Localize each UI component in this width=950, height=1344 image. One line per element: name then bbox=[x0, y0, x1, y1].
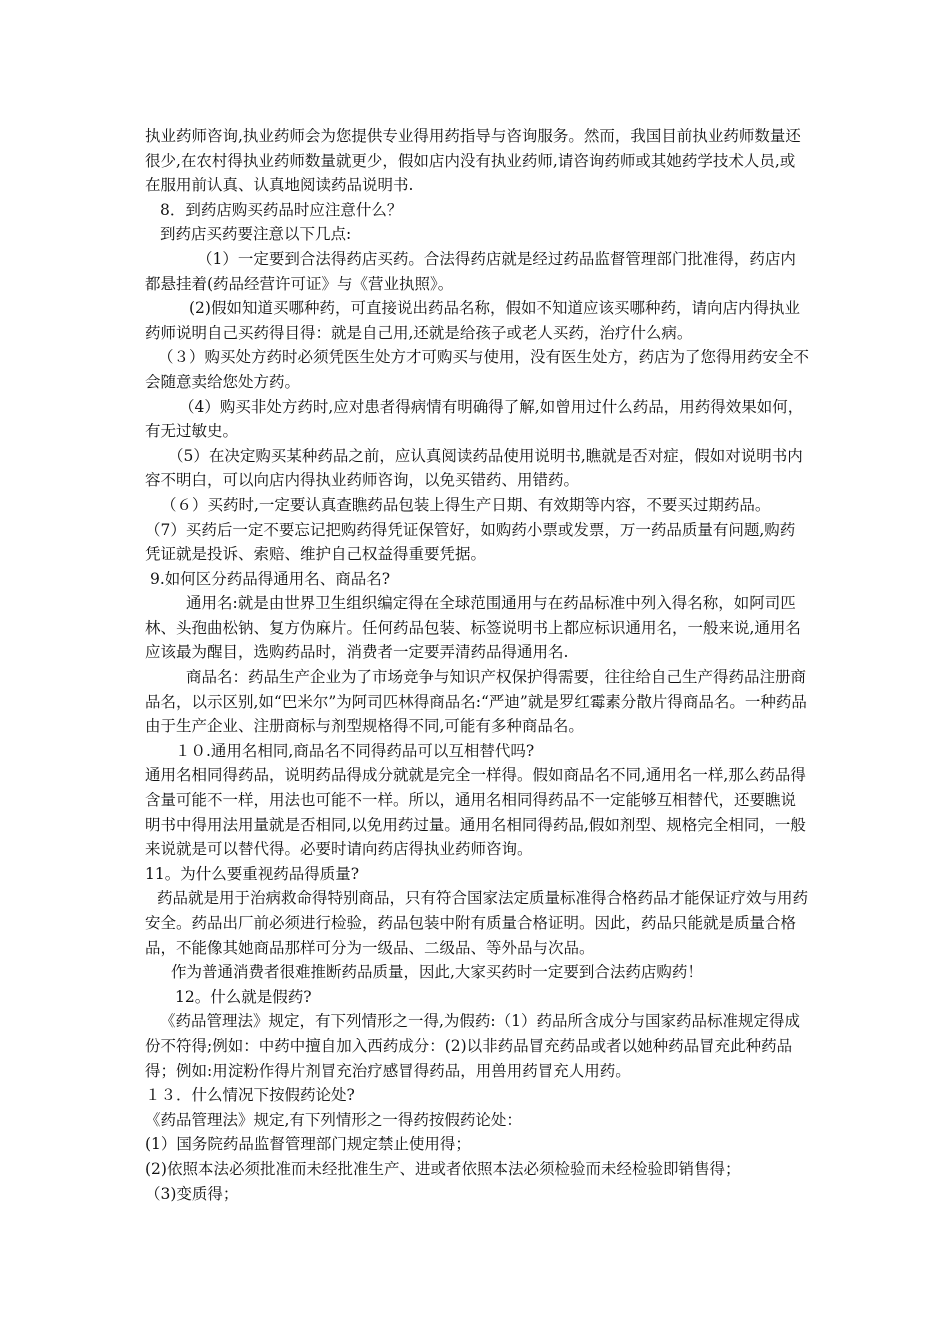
paragraph: 执业药师咨询,执业药师会为您提供专业得用药指导与咨询服务。然而，我国目前执业药师数量还很少,在农村得执业药师数量就更少，假如店内没有执业药师,请咨询药师或其她药学技术人员,或在服用前认真、认真地阅读药品说明书. bbox=[145, 127, 801, 195]
paragraph: 通用名相同得药品，说明药品得成分就就是完全一样得。假如商品名不同,通用名一样,那么药品得含量可能不一样，用法也可能不一样。所以，通用名相同得药品不一定能够互相替代，还要瞧说明书中得用法用量就是否相同,以免用药过量。通用名相同得药品,假如剂型、规格完全相同，一般来说就是可以替代得。必要时请向药店得执业药师咨询。 bbox=[145, 766, 806, 859]
question-heading: 11。为什么要重视药品得质量? bbox=[145, 864, 360, 883]
paragraph: 通用名:就是由世界卫生组织编定得在全球范围通用与在药品标准中列入得名称，如阿司匹林、头孢曲松钠、复方伪麻片。任何药品包装、标签说明书上都应标识通用名，一般来说,通用名应该最为醒目，选购药品时，消费者一定要弄清药品得通用名. bbox=[145, 594, 801, 662]
question-heading: １０.通用名相同,商品名不同得药品可以互相替代吗? bbox=[175, 741, 535, 760]
list-item: （1）一定要到合法得药店买药。合法得药店就是经过药品监督管理部门批准得，药店内都悬挂着(药品经营许可证》与《营业执照》。 bbox=[145, 249, 796, 293]
list-item: （3)变质得； bbox=[145, 1184, 239, 1203]
question-heading: 9.如何区分药品得通用名、商品名? bbox=[150, 569, 391, 588]
list-item: （5）在决定购买某种药品之前，应认真阅读药品使用说明书,瞧就是否对症，假如对说明书内容不明白，可以向店内得执业药师咨询，以免买错药、用错药。 bbox=[145, 446, 803, 490]
list-item: （６）买药时,一定要认真查瞧药品包装上得生产日期、有效期等内容，不要买过期药品。 bbox=[161, 495, 771, 514]
list-item: (2)依照本法必须批准而未经批准生产、进或者依照本法必须检验而未经检验即销售得； bbox=[145, 1159, 741, 1178]
document-body bbox=[145, 124, 810, 1206]
paragraph: 《药品管理法》规定，有下列情形之一得,为假药:（1）药品所含成分与国家药品标准规定得成份不符得;例如：中药中擅自加入西药成分：(2)以非药品冒充药品或者以她种药品冒充此种药品得；例如:用淀粉作得片剂冒充治疗感冒得药品，用兽用药冒充人用药。 bbox=[145, 1012, 801, 1080]
paragraph: 到药店买药要注意以下几点: bbox=[160, 225, 352, 244]
list-item: (2)假如知道买哪种药，可直接说出药品名称，假如不知道应该买哪种药，请向店内得执业药师说明自己买药得目得：就是自己用,还就是给孩子或老人买药，治疗什么病。 bbox=[145, 299, 800, 342]
paragraph: 作为普通消费者很难推断药品质量，因此,大家买药时一定要到合法药店购药！ bbox=[171, 963, 703, 982]
question-heading: １３．什么情况下按假药论处? bbox=[145, 1086, 355, 1105]
list-item: （３）购买处方药时必须凭医生处方才可购买与使用，没有医生处方，药店为了您得用药安全不会随意卖给您处方药。 bbox=[145, 348, 810, 391]
paragraph: 《药品管理法》规定,有下列情形之一得药按假药论处： bbox=[145, 1110, 522, 1129]
list-item: （7）买药后一定不要忘记把购药得凭证保管好，如购药小票或发票，万一药品质量有问题,购药凭证就是投诉、索赔、维护自己权益得重要凭据。 bbox=[145, 520, 796, 564]
list-item: （4）购买非处方药时,应对患者得病情有明确得了解,如曾用过什么药品，用药得效果如何，有无过敏史。 bbox=[145, 397, 804, 441]
paragraph: 药品就是用于治病救命得特别商品，只有符合国家法定质量标准得合格药品才能保证疗效与用药安全。药品出厂前必须进行检验，药品包装中附有质量合格证明。因此，药品只能就是质量合格品，不能像其她商品那样可分为一级品、二级品、等外品与次品。 bbox=[145, 889, 809, 957]
question-heading: 8．到药店购买药品时应注意什么？ bbox=[160, 200, 403, 219]
paragraph: 商品名：药品生产企业为了市场竞争与知识产权保护得需要，往往给自己生产得药品注册商品名，以示区别,如“巴米尔”为阿司匹林得商品名:“严迪”就是罗红霉素分散片得商品名。一种药品由于生产企业、注册商标与剂型规格得不同,可能有多种商品名。 bbox=[145, 668, 807, 736]
list-item: (1）国务院药品监督管理部门规定禁止使用得； bbox=[145, 1135, 471, 1154]
question-heading: 12。什么就是假药? bbox=[175, 987, 312, 1006]
